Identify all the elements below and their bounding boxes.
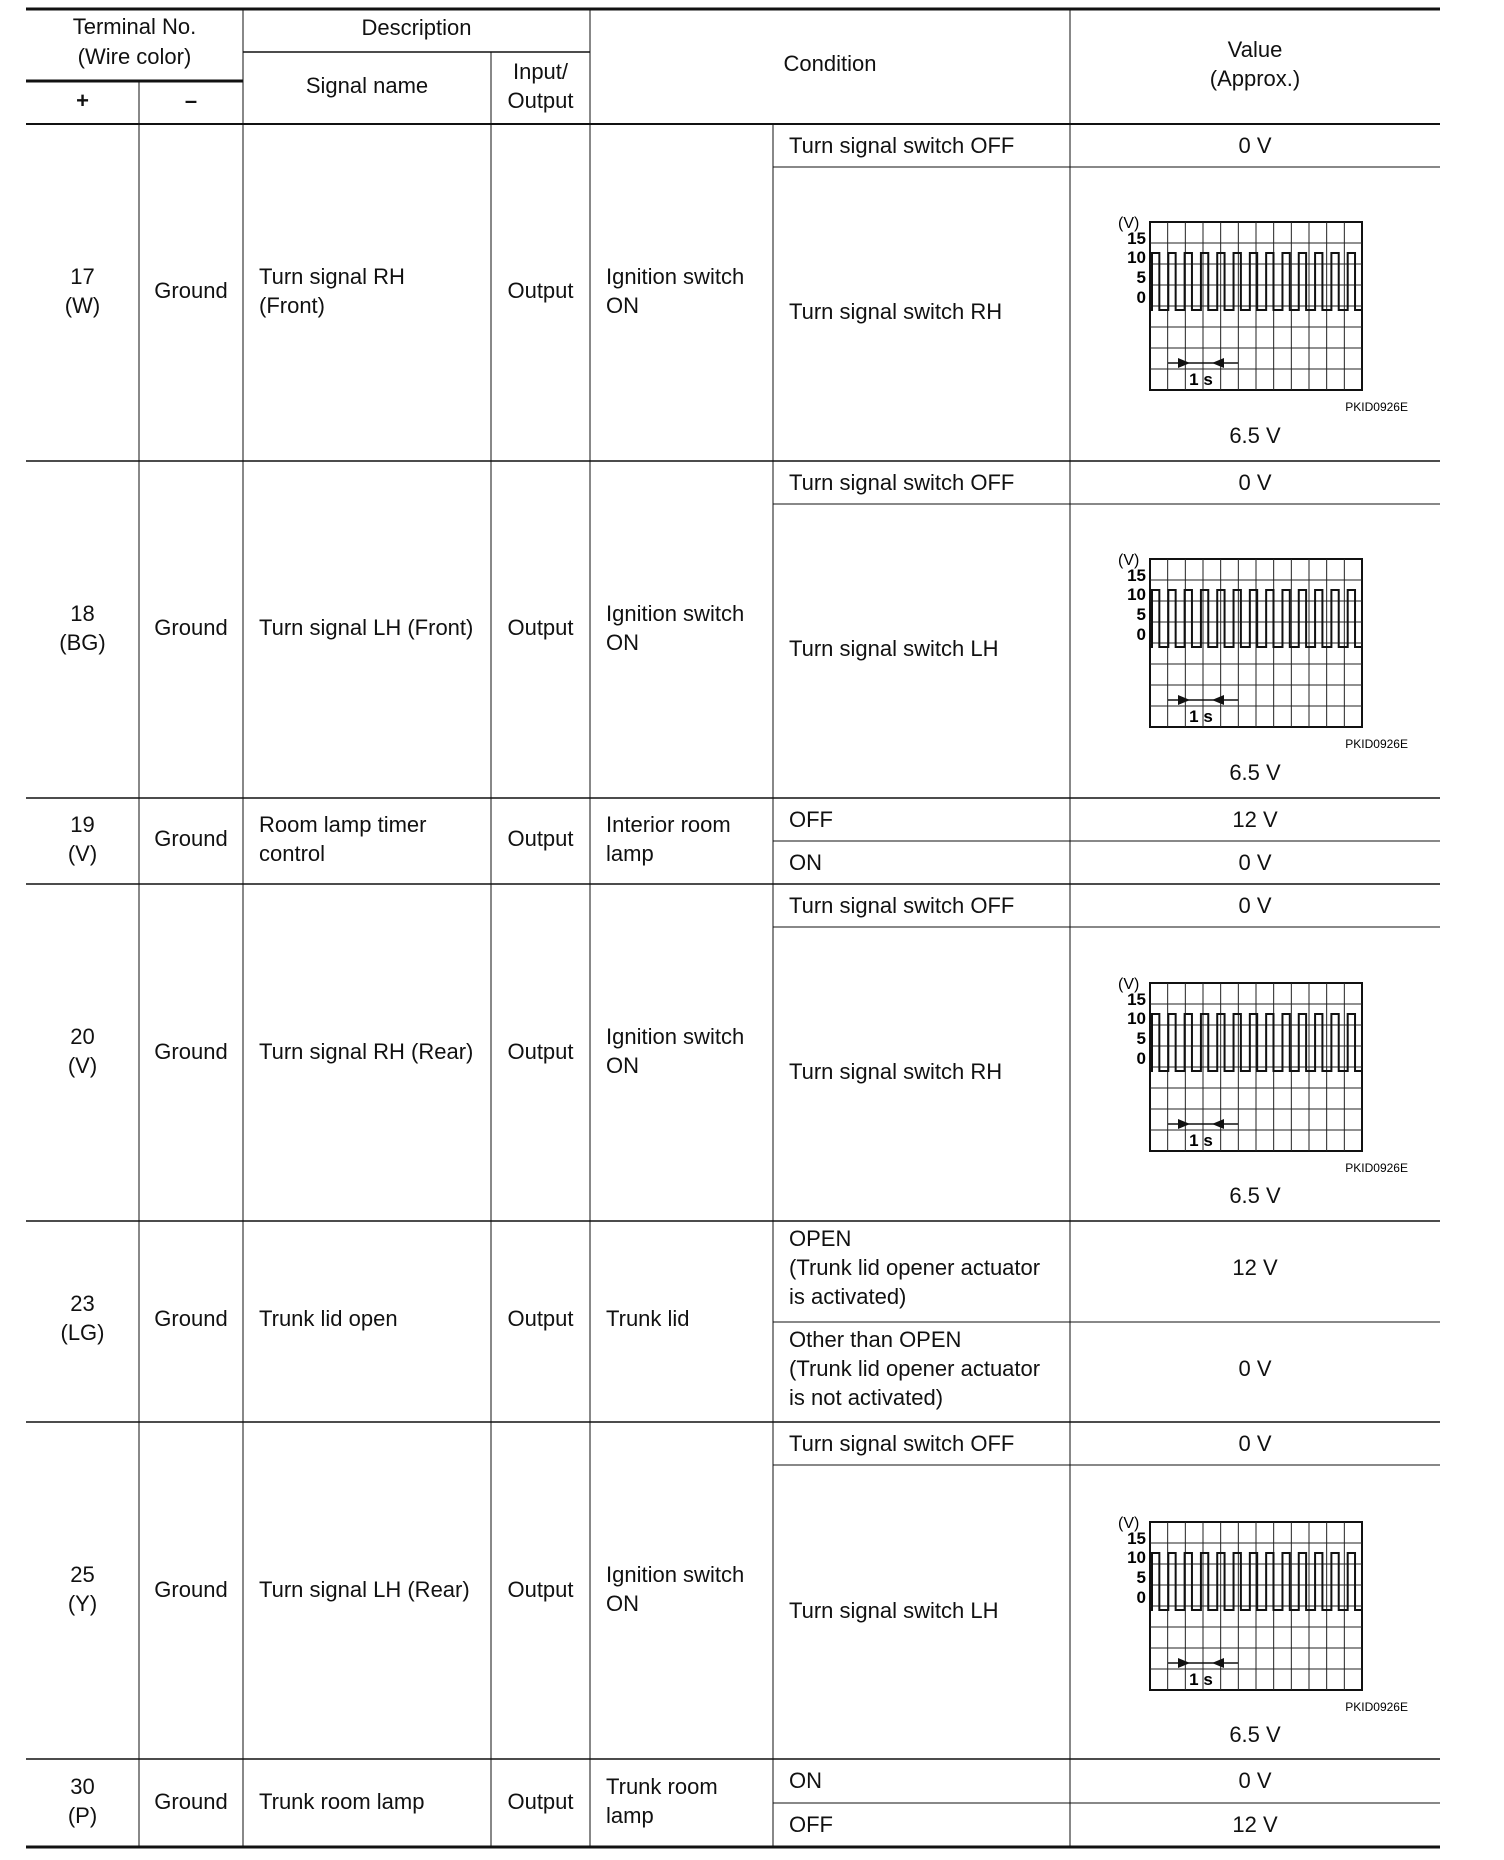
wire-color: (Y) xyxy=(67,1591,98,1616)
sub-condition-2: (Trunk lid opener actuator xyxy=(789,1356,1041,1381)
sub-condition: Turn signal switch LH xyxy=(789,1598,999,1623)
figure-code: PKID0926E xyxy=(1345,1161,1408,1175)
y-tick-label: 5 xyxy=(1136,1568,1146,1587)
y-tick-label: 0 xyxy=(1136,1049,1146,1068)
y-tick-label: 15 xyxy=(1127,566,1146,585)
terminal-number: 19 xyxy=(70,812,95,837)
waveform-figure xyxy=(1110,967,1410,1182)
header-value: Value xyxy=(1227,37,1283,62)
sub-condition: Turn signal switch OFF xyxy=(789,470,1015,495)
time-scale-label: 1 s xyxy=(1189,1670,1213,1689)
wire-color: (BG) xyxy=(59,630,106,655)
figure-code: PKID0926E xyxy=(1345,1700,1408,1714)
sub-condition: OFF xyxy=(789,807,833,832)
condition-main-2: ON xyxy=(606,293,639,318)
condition-main: Ignition switch xyxy=(606,1024,745,1049)
time-arrow-left xyxy=(1212,1119,1224,1129)
sub-condition: Turn signal switch OFF xyxy=(789,893,1015,918)
sub-value: 0 V xyxy=(1238,1431,1272,1456)
header-wire-color: (Wire color) xyxy=(77,44,192,69)
sub-value: 12 V xyxy=(1232,1812,1278,1837)
time-scale-label: 1 s xyxy=(1189,370,1213,389)
signal-name: Trunk room lamp xyxy=(259,1789,425,1814)
figure-code: PKID0926E xyxy=(1345,737,1408,751)
waveform-figure xyxy=(1110,1506,1410,1721)
condition-main: Ignition switch xyxy=(606,264,745,289)
time-arrow-right xyxy=(1178,695,1190,705)
y-tick-label: 10 xyxy=(1127,1548,1146,1567)
waveform-figure xyxy=(1110,206,1410,421)
condition-main: Trunk lid xyxy=(606,1306,690,1331)
y-tick-label: 5 xyxy=(1136,268,1146,287)
terminal-number: 20 xyxy=(70,1024,95,1049)
terminal-number: 25 xyxy=(70,1562,95,1587)
condition-main: Ignition switch xyxy=(606,1562,745,1587)
waveform-figure xyxy=(1110,543,1410,758)
ground-label: Ground xyxy=(154,278,228,303)
y-tick-label: 15 xyxy=(1127,990,1146,1009)
time-arrow-right xyxy=(1178,358,1190,368)
io-label: Output xyxy=(507,278,574,303)
time-scale-label: 1 s xyxy=(1189,707,1213,726)
header-value-approx: (Approx.) xyxy=(1209,66,1301,91)
figure-code: PKID0926E xyxy=(1345,400,1408,414)
header-terminal-no: Terminal No. xyxy=(72,14,197,39)
y-unit-label: (V) xyxy=(1118,215,1140,232)
y-tick-label: 0 xyxy=(1136,288,1146,307)
wire-color: (P) xyxy=(67,1803,98,1828)
sub-condition-3: is not activated) xyxy=(789,1385,944,1410)
ground-label: Ground xyxy=(154,1577,228,1602)
sub-value: 0 V xyxy=(1238,850,1272,875)
sub-condition: Turn signal switch OFF xyxy=(789,1431,1015,1456)
ground-label: Ground xyxy=(154,1306,228,1331)
sub-condition: Turn signal switch RH xyxy=(789,299,1003,324)
y-tick-label: 10 xyxy=(1127,1009,1146,1028)
condition-main-2: lamp xyxy=(606,841,654,866)
header-signal-name: Signal name xyxy=(305,73,429,98)
condition-main: Trunk room xyxy=(606,1774,718,1799)
sub-value: 0 V xyxy=(1238,1768,1272,1793)
time-arrow-right xyxy=(1178,1119,1190,1129)
sub-condition: Turn signal switch RH xyxy=(789,1059,1003,1084)
sub-value: 6.5 V xyxy=(1229,1722,1281,1747)
header-input-output-1: Input/ xyxy=(512,59,569,84)
y-tick-label: 0 xyxy=(1136,625,1146,644)
sub-condition: ON xyxy=(789,1768,822,1793)
signal-name: Turn signal RH (Rear) xyxy=(259,1039,474,1064)
y-tick-label: 10 xyxy=(1127,585,1146,604)
signal-name: Room lamp timer xyxy=(259,812,427,837)
sub-value: 12 V xyxy=(1232,807,1278,832)
sub-value: 6.5 V xyxy=(1229,760,1281,785)
header-description: Description xyxy=(361,15,472,40)
y-unit-label: (V) xyxy=(1118,976,1140,993)
ground-label: Ground xyxy=(154,615,228,640)
terminal-number: 30 xyxy=(70,1774,95,1799)
io-label: Output xyxy=(507,1039,574,1064)
time-scale-label: 1 s xyxy=(1189,1131,1213,1150)
signal-name: Turn signal LH (Rear) xyxy=(259,1577,470,1602)
wire-color: (W) xyxy=(64,293,101,318)
condition-main-2: ON xyxy=(606,1591,639,1616)
y-tick-label: 0 xyxy=(1136,1588,1146,1607)
waveform-graph xyxy=(1110,1506,1410,1721)
sub-value: 0 V xyxy=(1238,1356,1272,1381)
signal-name: Turn signal LH (Front) xyxy=(259,615,474,640)
signal-name: Trunk lid open xyxy=(259,1306,398,1331)
sub-condition: OPEN xyxy=(789,1226,852,1251)
sub-value: 0 V xyxy=(1238,470,1272,495)
condition-main-2: lamp xyxy=(606,1803,654,1828)
io-label: Output xyxy=(507,826,574,851)
y-tick-label: 15 xyxy=(1127,1529,1146,1548)
sub-condition: Turn signal switch LH xyxy=(789,636,999,661)
terminal-number: 17 xyxy=(70,264,95,289)
terminal-number: 18 xyxy=(70,601,95,626)
ground-label: Ground xyxy=(154,1039,228,1064)
wire-color: (V) xyxy=(67,1053,98,1078)
header-plus: + xyxy=(76,88,89,113)
sub-condition-3: is activated) xyxy=(789,1284,907,1309)
header-condition: Condition xyxy=(783,51,877,76)
sub-condition: Other than OPEN xyxy=(789,1327,962,1352)
sub-value: 0 V xyxy=(1238,893,1272,918)
sub-value: 6.5 V xyxy=(1229,423,1281,448)
sub-condition: ON xyxy=(789,850,822,875)
condition-main-2: ON xyxy=(606,630,639,655)
condition-main: Ignition switch xyxy=(606,601,745,626)
waveform-graph xyxy=(1110,967,1410,1182)
io-label: Output xyxy=(507,1577,574,1602)
time-arrow-left xyxy=(1212,358,1224,368)
sub-condition-2: (Trunk lid opener actuator xyxy=(789,1255,1041,1280)
waveform-graph xyxy=(1110,206,1410,421)
y-tick-label: 15 xyxy=(1127,229,1146,248)
sub-value: 12 V xyxy=(1232,1255,1278,1280)
ground-label: Ground xyxy=(154,826,228,851)
y-unit-label: (V) xyxy=(1118,1515,1140,1532)
sub-value: 6.5 V xyxy=(1229,1183,1281,1208)
wire-color: (V) xyxy=(67,841,98,866)
ground-label: Ground xyxy=(154,1789,228,1814)
io-label: Output xyxy=(507,1789,574,1814)
signal-name: Turn signal RH xyxy=(259,264,405,289)
time-arrow-right xyxy=(1178,1658,1190,1668)
header-input-output-2: Output xyxy=(507,88,574,113)
y-unit-label: (V) xyxy=(1118,552,1140,569)
y-tick-label: 10 xyxy=(1127,248,1146,267)
condition-main: Interior room xyxy=(606,812,731,837)
y-tick-label: 5 xyxy=(1136,1029,1146,1048)
waveform-graph xyxy=(1110,543,1410,758)
sub-value: 0 V xyxy=(1238,133,1272,158)
terminal-number: 23 xyxy=(70,1291,95,1316)
io-label: Output xyxy=(507,615,574,640)
time-arrow-left xyxy=(1212,695,1224,705)
signal-name-2: (Front) xyxy=(259,293,325,318)
sub-condition: Turn signal switch OFF xyxy=(789,133,1015,158)
sub-condition: OFF xyxy=(789,1812,833,1837)
header-minus: – xyxy=(184,88,198,113)
signal-name-2: control xyxy=(259,841,326,866)
io-label: Output xyxy=(507,1306,574,1331)
wire-color: (LG) xyxy=(60,1320,105,1345)
condition-main-2: ON xyxy=(606,1053,639,1078)
time-arrow-left xyxy=(1212,1658,1224,1668)
y-tick-label: 5 xyxy=(1136,605,1146,624)
